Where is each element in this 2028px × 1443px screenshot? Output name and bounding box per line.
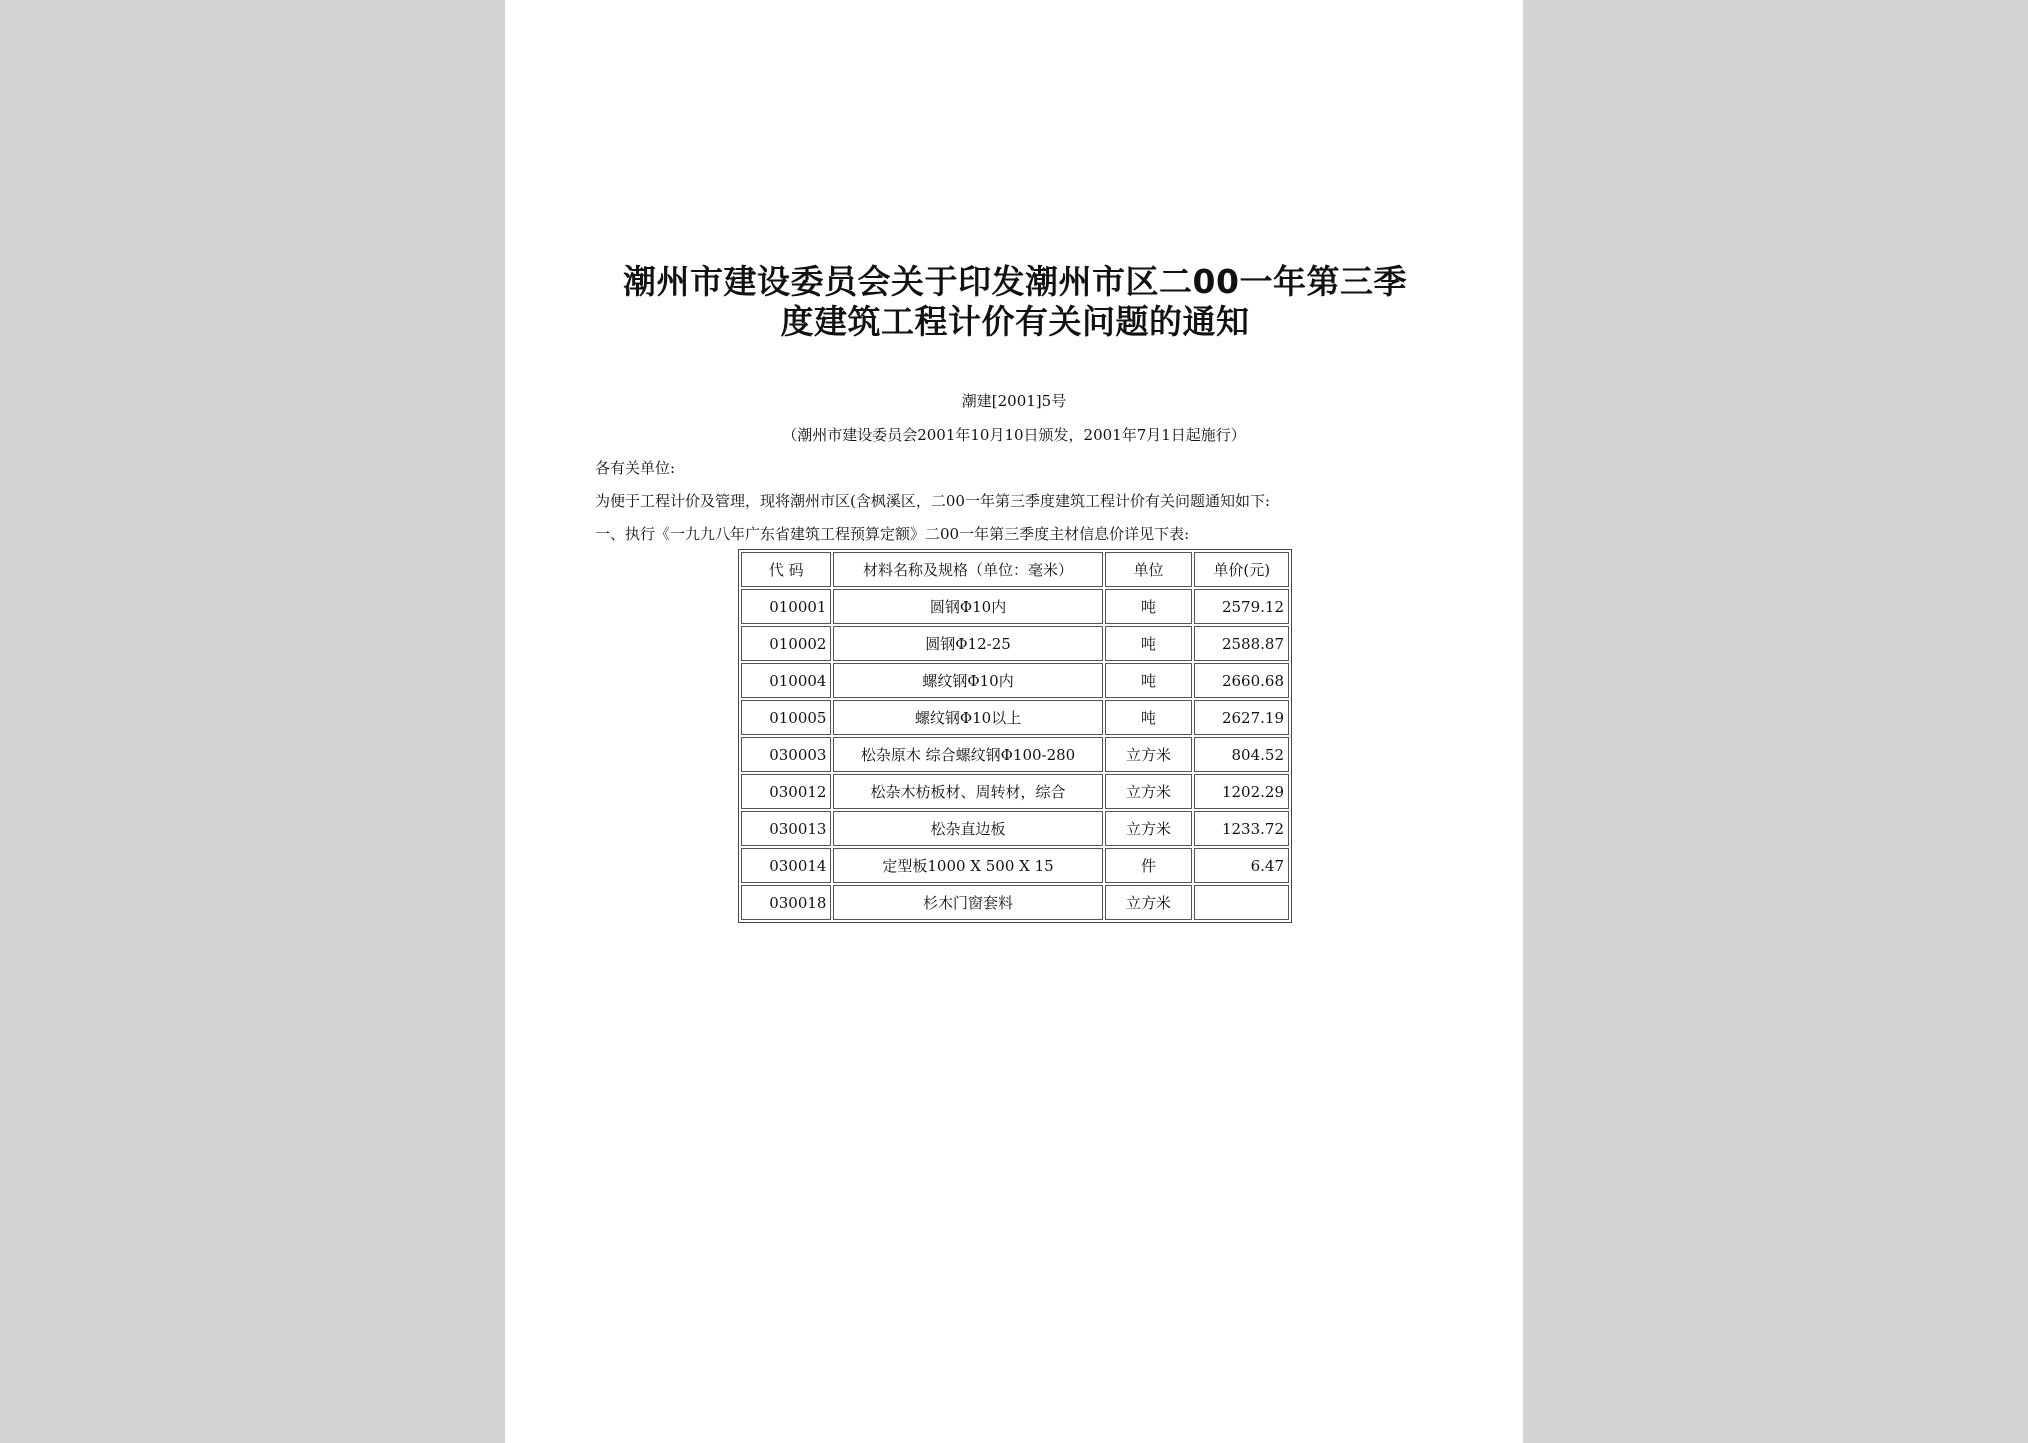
table-row	[741, 663, 1289, 698]
table-row	[741, 774, 1289, 809]
cell-name: 圆钢Φ10内	[833, 589, 1102, 624]
cell-name: 松杂木枋板材、周转材，综合	[833, 774, 1102, 809]
cell-price: 1202.29	[1194, 774, 1289, 809]
document-page	[505, 0, 1523, 1443]
cell-code: 030013	[741, 811, 831, 846]
cell-unit: 吨	[1105, 589, 1193, 624]
title-line-1: 潮州市建设委员会关于印发潮州市区二00一年第三季	[623, 262, 1407, 301]
intro-paragraph: 为便于工程计价及管理，现将潮州市区(含枫溪区，二00一年第三季度建筑工程计价有关问题通知如下:	[595, 492, 1270, 510]
title-line-2: 度建筑工程计价有关问题的通知	[780, 302, 1250, 341]
cell-name: 松杂直边板	[833, 811, 1102, 846]
cell-code: 010004	[741, 663, 831, 698]
document-title	[575, 262, 1455, 342]
cell-price: 2660.68	[1194, 663, 1289, 698]
cell-price: 2627.19	[1194, 700, 1289, 735]
cell-name: 杉木门窗套料	[833, 885, 1102, 920]
cell-price: 2588.87	[1194, 626, 1289, 661]
cell-code: 030018	[741, 885, 831, 920]
issue-info: （潮州市建设委员会2001年10月10日颁发，2001年7月1日起施行）	[782, 426, 1246, 444]
header-code: 代 码	[741, 552, 831, 587]
table-header-row	[741, 552, 1289, 587]
cell-code: 030014	[741, 848, 831, 883]
table-row	[741, 848, 1289, 883]
cell-name: 松杂原木 综合螺纹钢Φ100-280	[833, 737, 1102, 772]
cell-code: 010001	[741, 589, 831, 624]
cell-name: 螺纹钢Φ10内	[833, 663, 1102, 698]
cell-name: 定型板1000 X 500 X 15	[833, 848, 1102, 883]
item-one-paragraph: 一、执行《一九九八年广东省建筑工程预算定额》二00一年第三季度主材信息价详见下表:	[595, 525, 1190, 543]
header-unit: 单位	[1105, 552, 1193, 587]
table-row	[741, 700, 1289, 735]
cell-name: 螺纹钢Φ10以上	[833, 700, 1102, 735]
table-row	[741, 589, 1289, 624]
cell-unit: 吨	[1105, 626, 1193, 661]
cell-unit: 吨	[1105, 700, 1193, 735]
table-row	[741, 885, 1289, 920]
table-row	[741, 626, 1289, 661]
cell-unit: 立方米	[1105, 774, 1193, 809]
document-number: 潮建[2001]5号	[961, 392, 1067, 410]
cell-code: 030003	[741, 737, 831, 772]
cell-price: 1233.72	[1194, 811, 1289, 846]
cell-unit: 件	[1105, 848, 1193, 883]
material-price-table	[738, 549, 1292, 923]
cell-unit: 立方米	[1105, 885, 1193, 920]
header-price: 单价(元)	[1194, 552, 1289, 587]
cell-price	[1194, 885, 1289, 920]
cell-code: 010002	[741, 626, 831, 661]
cell-price: 804.52	[1194, 737, 1289, 772]
cell-price: 2579.12	[1194, 589, 1289, 624]
table-row	[741, 811, 1289, 846]
header-name: 材料名称及规格（单位：毫米）	[833, 552, 1102, 587]
cell-price: 6.47	[1194, 848, 1289, 883]
cell-unit: 立方米	[1105, 737, 1193, 772]
cell-unit: 吨	[1105, 663, 1193, 698]
cell-code: 010005	[741, 700, 831, 735]
cell-unit: 立方米	[1105, 811, 1193, 846]
cell-code: 030012	[741, 774, 831, 809]
salutation: 各有关单位:	[595, 459, 676, 477]
cell-name: 圆钢Φ12-25	[833, 626, 1102, 661]
table-row	[741, 737, 1289, 772]
